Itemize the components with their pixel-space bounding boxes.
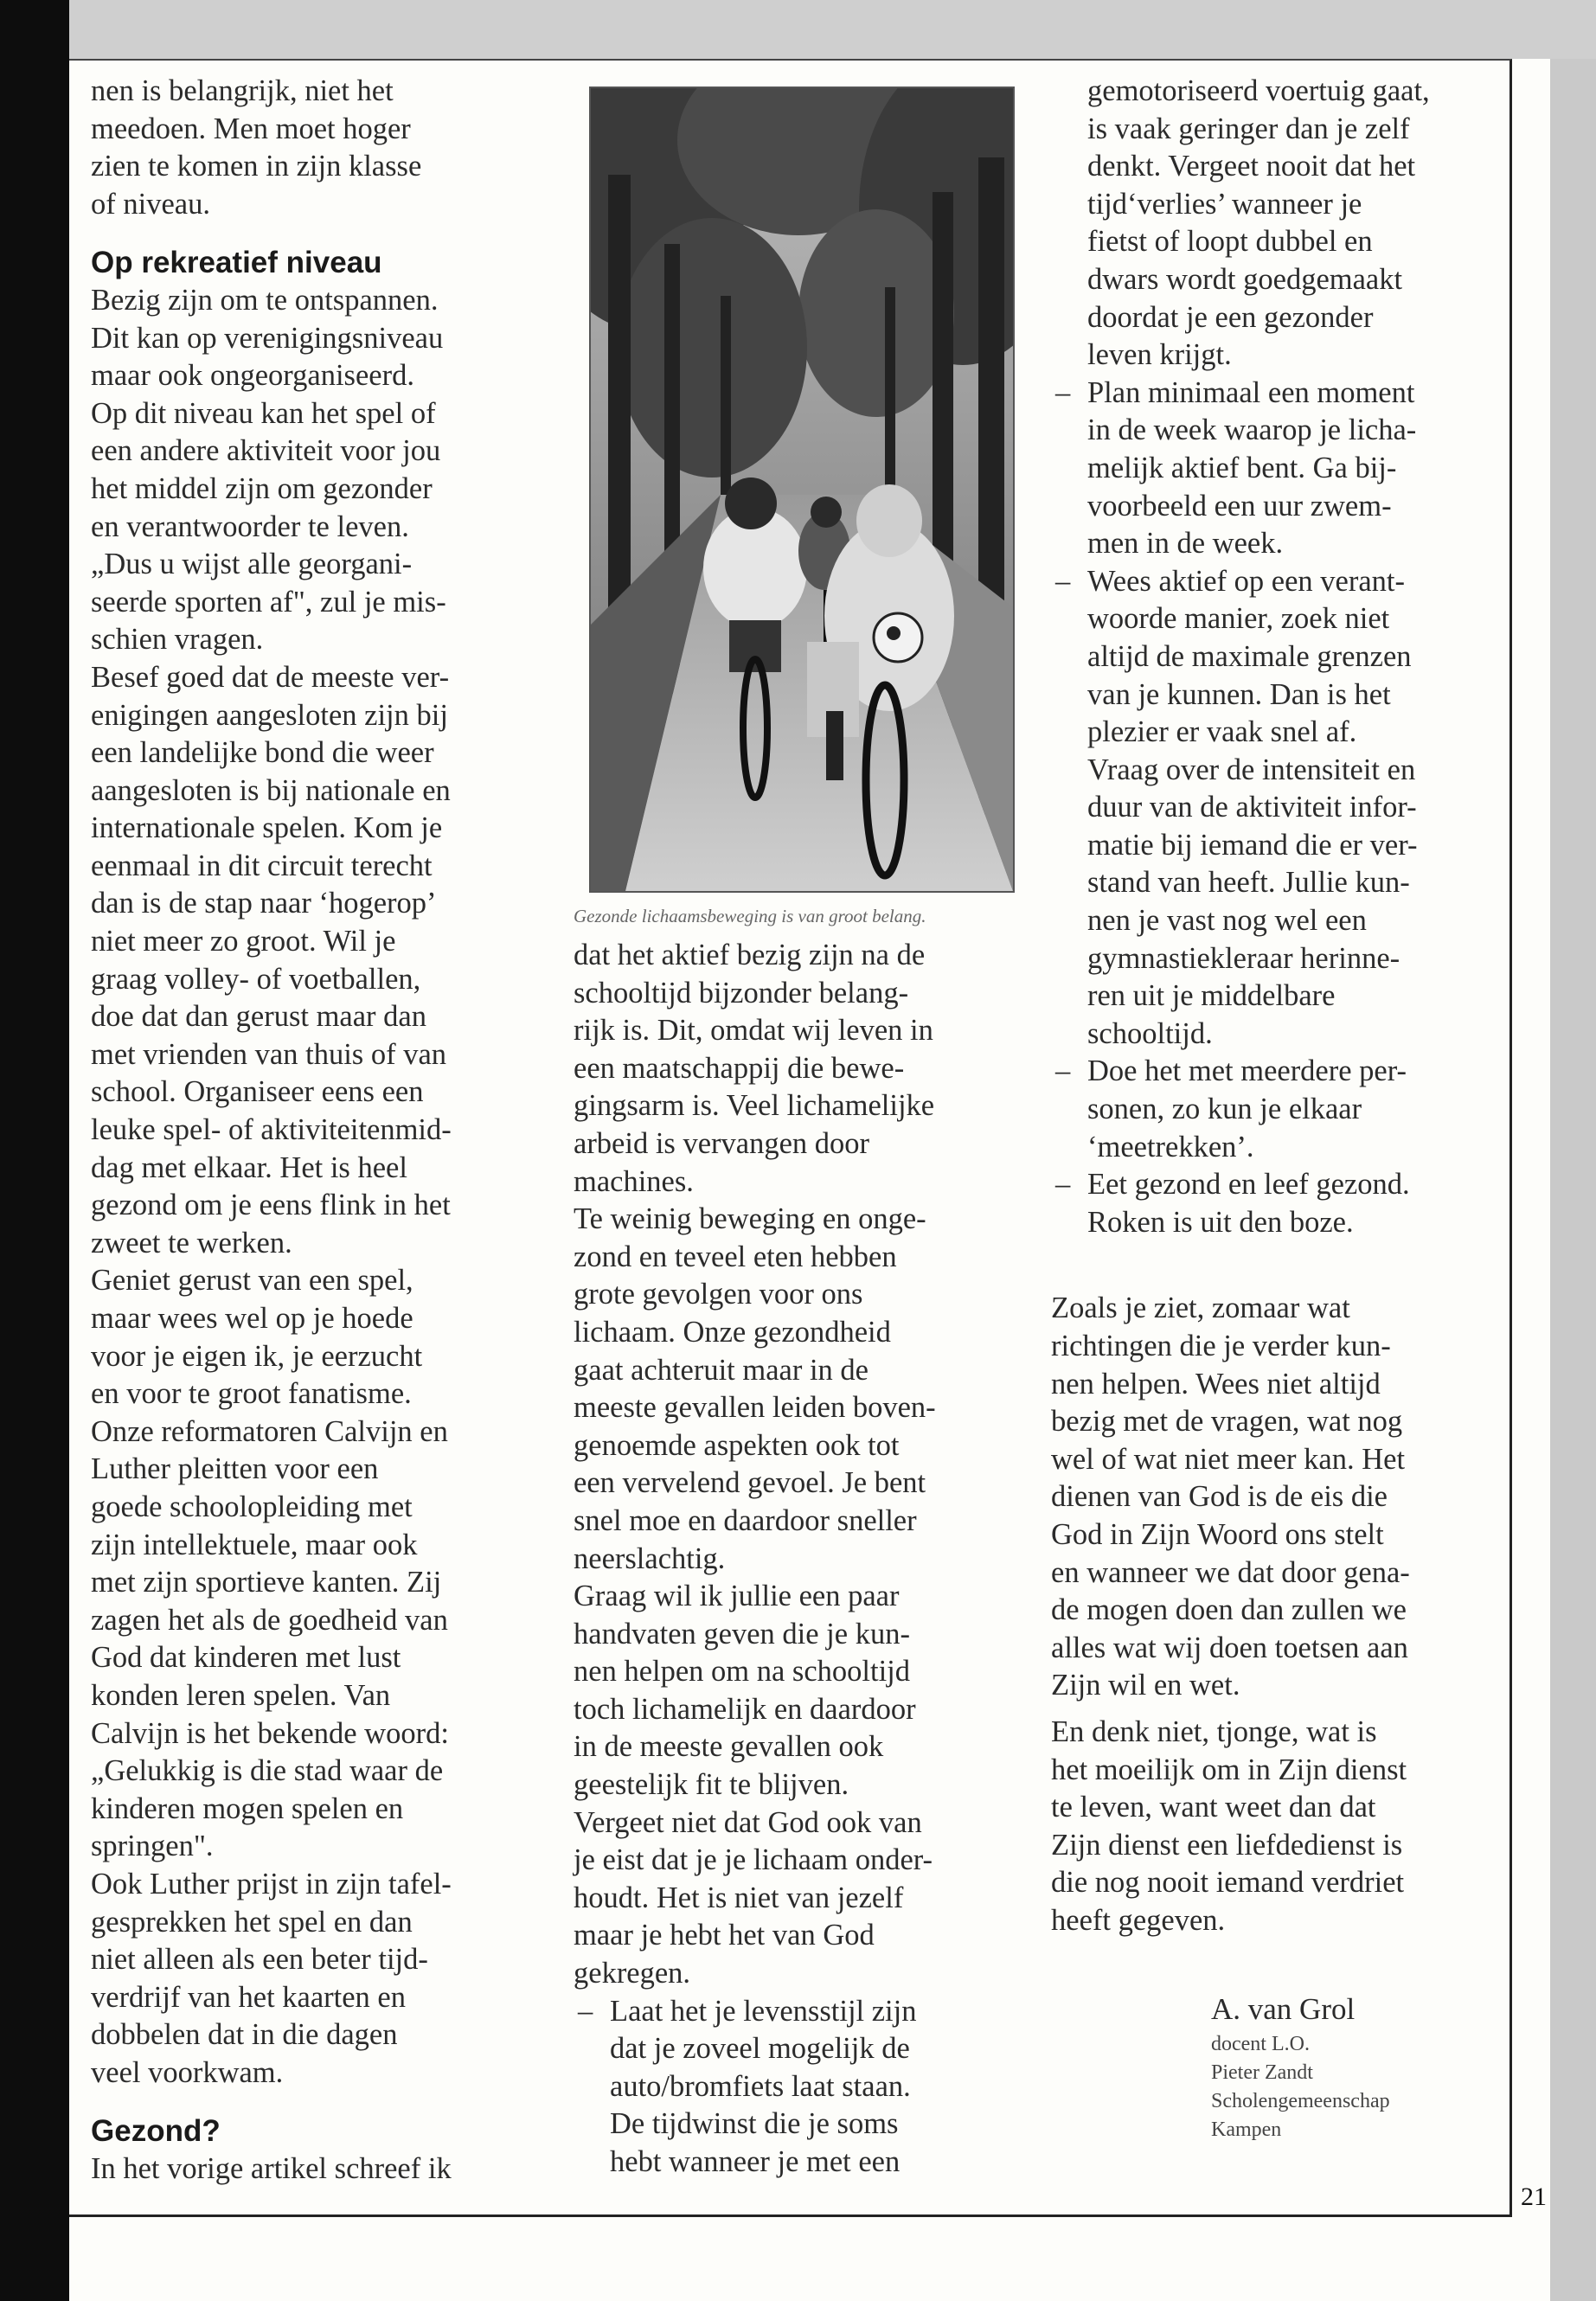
text-line: met vrienden van thuis of van (91, 1037, 447, 1071)
text-line: een maatschappij die bewe- (574, 1051, 905, 1085)
text-line: in de week waarop je licha- (1087, 413, 1417, 447)
text-line: toch lichamelijk en daardoor (574, 1692, 916, 1726)
text-line: men in de week. (1087, 527, 1284, 561)
text-line: met zijn sportieve kanten. Zij (91, 1566, 442, 1599)
text-line: gesprekken het spel en dan (91, 1905, 413, 1939)
text-line: Zijn wil en wet. (1051, 1669, 1240, 1702)
photo-caption: Gezonde lichaamsbeweging is van groot belang. (574, 906, 926, 926)
text-line: aangesloten is bij nationale en (91, 773, 451, 807)
text-line: melijk aktief bent. Ga bij- (1087, 451, 1397, 484)
text-line: Calvijn is het bekende woord: (91, 1716, 449, 1750)
author-signature (1051, 1989, 1531, 2144)
text-line: stand van heeft. Jullie kun- (1087, 866, 1410, 900)
text-line: matie bij iemand die er ver- (1087, 828, 1418, 862)
text-line: eenmaal in dit circuit terecht (91, 849, 433, 882)
text-line: In het vorige artikel schreef ik (91, 2152, 452, 2186)
text-line: nen helpen. Wees niet altijd (1051, 1367, 1381, 1400)
text-line: in de meeste gevallen ook (574, 1730, 884, 1764)
text-line: bezig met de vragen, wat nog (1051, 1405, 1403, 1439)
bullet-dash: – (1055, 375, 1071, 409)
text-line: schooltijd bijzonder belang- (574, 976, 909, 1009)
text-line: springen". (91, 1830, 214, 1863)
text-line: Bezig zijn om te ontspannen. (91, 283, 439, 317)
text-line: Graag wil ik jullie een paar (574, 1580, 900, 1613)
text-line: Onze reformatoren Calvijn en (91, 1414, 448, 1448)
text-line: ren uit je middelbare (1087, 979, 1336, 1013)
bullet-dash: – (1055, 1168, 1071, 1202)
text-line: het middel zijn om gezonder (91, 471, 433, 505)
text-line: nen is belangrijk, niet het (91, 74, 394, 107)
column-3 (1051, 73, 1531, 2144)
text-line: het moeilijk om in Zijn dienst (1051, 1753, 1407, 1786)
text-line: en verantwoorder te leven. (91, 510, 409, 543)
text-line: denkt. Vergeet nooit dat het (1087, 150, 1416, 183)
heading-healthy: Gezond? (91, 2114, 221, 2149)
text-line: kinderen mogen spelen en (91, 1791, 404, 1825)
text-line: enigingen aangesloten zijn bij (91, 698, 448, 732)
text-line: „Dus u wijst alle georgani- (91, 548, 413, 581)
text-line: „Gelukkig is die stad waar de (91, 1754, 444, 1788)
bullet-lifestyle (574, 1993, 1058, 2182)
conclusion-paragraph (1051, 1290, 1531, 1705)
text-line: school. Organiseer eens een (91, 1075, 424, 1109)
text-line: neerslachtig. (574, 1541, 726, 1575)
text-line: Doe het met meerdere per- (1087, 1054, 1407, 1088)
text-line: Eet gezond en leef gezond. (1087, 1168, 1410, 1202)
text-line: de mogen doen dan zullen we (1051, 1593, 1407, 1627)
text-line: Laat het je levensstijl zijn (610, 1994, 917, 2028)
text-line: Besef goed dat de meeste ver- (91, 660, 450, 694)
text-line: doordat je een gezonder (1087, 300, 1374, 334)
text-line: De tijdwinst die je soms (610, 2107, 899, 2141)
text-line: die nog nooit iemand verdriet (1051, 1866, 1405, 1900)
text-line: Zoals je ziet, zomaar wat (1051, 1292, 1350, 1325)
text-line: of niveau. (91, 187, 210, 221)
text-line: goede schoolopleiding met (91, 1490, 413, 1523)
text-line: leuke spel- of aktiviteitenmid- (91, 1113, 452, 1147)
text-line: Luther pleitten voor een (91, 1452, 379, 1486)
text-line: en wanneer we dat door gena- (1051, 1555, 1410, 1589)
text-line: gingsarm is. Veel lichamelijke (574, 1089, 935, 1123)
heading-recreational: Op rekreatief niveau (91, 246, 382, 280)
text-line: zien te komen in zijn klasse (91, 150, 422, 183)
bullet-eat-text (1087, 1166, 1531, 1241)
bullet-together (1051, 1053, 1531, 1166)
photo-image (591, 88, 1013, 891)
text-line: voorbeeld een uur zwem- (1087, 489, 1392, 522)
text-line: God in Zijn Woord ons stelt (1051, 1517, 1384, 1551)
text-line: niet alleen als een beter tijd- (91, 1943, 428, 1977)
text-line: dag met elkaar. Het is heel (91, 1150, 407, 1184)
bullet-lifestyle-continued (1051, 73, 1531, 375)
text-line: niet meer zo groot. Wil je (91, 925, 396, 958)
text-line: Te weinig beweging en onge- (574, 1202, 926, 1236)
text-line: veel voorkwam. (91, 2055, 284, 2089)
bullet-together-text (1087, 1053, 1531, 1166)
bullet-lifestyle-text (610, 1993, 1058, 2182)
text-line: zijn intellektuele, maar ook (91, 1528, 418, 1561)
text-line: rijk is. Dit, omdat wij leven in (574, 1014, 933, 1048)
text-line: van je kunnen. Dan is het (1087, 677, 1391, 711)
text-line: grote gevolgen voor ons (574, 1278, 863, 1311)
text-line: een andere aktiviteit voor jou (91, 434, 441, 468)
text-line: machines. (574, 1164, 694, 1198)
page-number: 21 (1521, 2182, 1547, 2211)
bullet-dash: – (1055, 564, 1071, 598)
text-line: een vervelend gevoel. Je bent (574, 1466, 926, 1500)
text-line: verdrijf van het kaarten en (91, 1980, 406, 2014)
text-line: ‘meetrekken’. (1087, 1130, 1254, 1163)
text-line: lichaam. Onze gezondheid (574, 1315, 891, 1349)
text-line: maar je hebt het van God (574, 1919, 875, 1952)
recreational-paragraph (91, 282, 571, 2093)
text-line: auto/bromfiets laat staan. (610, 2069, 911, 2103)
text-line: graag volley- of voetballen, (91, 962, 421, 996)
text-line: dat je zoveel mogelijk de (610, 2032, 910, 2066)
text-line: alles wat wij doen toetsen aan (1051, 1631, 1408, 1664)
scan-top-margin (69, 0, 1596, 59)
column-2 (574, 73, 1058, 2182)
text-line: gekregen. (574, 1957, 691, 1990)
text-line: God dat kinderen met lust (91, 1641, 401, 1675)
text-line: Ook Luther prijst in zijn tafel- (91, 1867, 452, 1900)
text-line: hebt wanneer je met een (610, 2145, 901, 2178)
text-line: docent L.O. (1211, 2032, 1310, 2055)
text-line: plezier er vaak snel af. (1087, 715, 1357, 749)
text-line: schien vragen. (91, 623, 264, 657)
text-line: dat het aktief bezig zijn na de (574, 939, 926, 971)
text-line: meedoen. Men moet hoger (91, 112, 411, 145)
text-line: handvaten geven die je kun- (574, 1617, 910, 1650)
text-line: Scholengemeenschap (1211, 2089, 1390, 2112)
text-line: maar wees wel op je hoede (91, 1302, 413, 1335)
text-line: wel of wat niet meer kan. Het (1051, 1442, 1406, 1476)
text-line: zond en teveel eten hebben (574, 1240, 897, 1273)
text-line: gezond om je eens flink in het (91, 1189, 451, 1222)
intro-paragraph (91, 73, 571, 223)
text-line: Zijn dienst een liefdedienst is (1051, 1828, 1403, 1862)
text-line: duur van de aktiviteit infor- (1087, 791, 1417, 824)
text-line: geestelijk fit te blijven. (574, 1768, 849, 1802)
column-1 (91, 73, 571, 2189)
text-line: Geniet gerust van een spel, (91, 1264, 413, 1298)
text-line: dan is de stap naar ‘hogerop’ (91, 887, 437, 920)
binding-edge (0, 0, 69, 2301)
text-line: arbeid is vervangen door (574, 1126, 870, 1160)
text-line: doe dat dan gerust maar dan (91, 1000, 426, 1034)
text-line: zweet te werken. (91, 1226, 292, 1259)
text-line: Kampen (1211, 2118, 1282, 2141)
text-line: Plan minimaal een moment (1087, 375, 1415, 409)
text-line: Vraag over de intensiteit en (1087, 753, 1416, 786)
text-line: internationale spelen. Kom je (91, 811, 443, 845)
text-line: dobbelen dat in die dagen (91, 2018, 398, 2052)
magazine-page (69, 59, 1550, 2301)
text-line: En denk niet, tjonge, wat is (1051, 1715, 1377, 1748)
text-line: te leven, want weet dan dat (1051, 1791, 1376, 1824)
text-line: seerde sporten af", zul je mis- (91, 585, 446, 619)
text-line: tijd‘verlies’ wanneer je (1087, 187, 1362, 221)
text-line: houdt. Het is niet van jezelf (574, 1881, 904, 1914)
text-line: is vaak geringer dan je zelf (1087, 112, 1410, 145)
text-line: en voor te groot fanatisme. (91, 1377, 412, 1411)
text-line: richtingen die je verder kun- (1051, 1330, 1391, 1362)
bullet-active-text (1087, 563, 1531, 1054)
text-line: heeft gegeven. (1051, 1903, 1226, 1937)
text-line: snel moe en daardoor sneller (574, 1503, 917, 1537)
bullet-dash: – (1055, 1054, 1071, 1088)
text-line: dienen van God is de eis die (1051, 1480, 1388, 1514)
text-line: je eist dat je je lichaam onder- (574, 1843, 933, 1877)
text-line: zagen het als de goedheid van (91, 1603, 448, 1637)
text-line: een landelijke bond die weer (91, 736, 434, 770)
text-line: Vergeet niet dat God ook van (574, 1805, 922, 1839)
health-paragraph (574, 937, 1058, 1993)
text-line: dwars wordt goedgemaakt (1087, 262, 1403, 296)
bullet-dash: – (578, 1994, 593, 2028)
bullet-plan-text (1087, 375, 1531, 563)
text-line: leven krijgt. (1087, 338, 1232, 372)
bullet-eat (1051, 1166, 1531, 1241)
cycling-photo (589, 87, 1015, 893)
text-line: schooltijd. (1087, 1016, 1213, 1050)
text-line: genoemde aspekten ook tot (574, 1428, 900, 1462)
text-line: meeste gevallen leiden boven- (574, 1391, 936, 1425)
healthy-paragraph (91, 2150, 571, 2189)
text-line: voor je eigen ik, je eerzucht (91, 1339, 423, 1373)
final-paragraph (1051, 1714, 1531, 1940)
text-line: woorde manier, zoek niet (1087, 602, 1390, 636)
text-line: konden leren spelen. Van (91, 1678, 391, 1712)
scan-right-margin (1548, 59, 1596, 2301)
text-line: gemotoriseerd voertuig gaat, (1087, 74, 1430, 107)
author-name: A. van Grol (1211, 1991, 1356, 2026)
text-line: altijd de maximale grenzen (1087, 639, 1412, 673)
text-line: Dit kan op verenigingsniveau (91, 321, 444, 355)
bullet-active (1051, 563, 1531, 1054)
text-line: Pieter Zandt (1211, 2061, 1313, 2084)
text-line: nen je vast nog wel een (1087, 904, 1367, 938)
text-line: fietst of loopt dubbel en (1087, 225, 1373, 259)
text-line: Roken is uit den boze. (1087, 1205, 1354, 1239)
text-line: sonen, zo kun je elkaar (1087, 1093, 1362, 1126)
text-line: Wees aktief op een verant- (1087, 564, 1405, 598)
text-line: nen helpen om na schooltijd (574, 1655, 911, 1689)
text-line: Op dit niveau kan het spel of (91, 396, 436, 430)
text-line: gaat achteruit maar in de (574, 1353, 869, 1387)
text-line: gymnastiekleraar herinne- (1087, 941, 1401, 975)
bullet-plan (1051, 375, 1531, 563)
text-line: maar ook ongeorganiseerd. (91, 359, 414, 393)
author-details (1211, 2030, 1531, 2144)
